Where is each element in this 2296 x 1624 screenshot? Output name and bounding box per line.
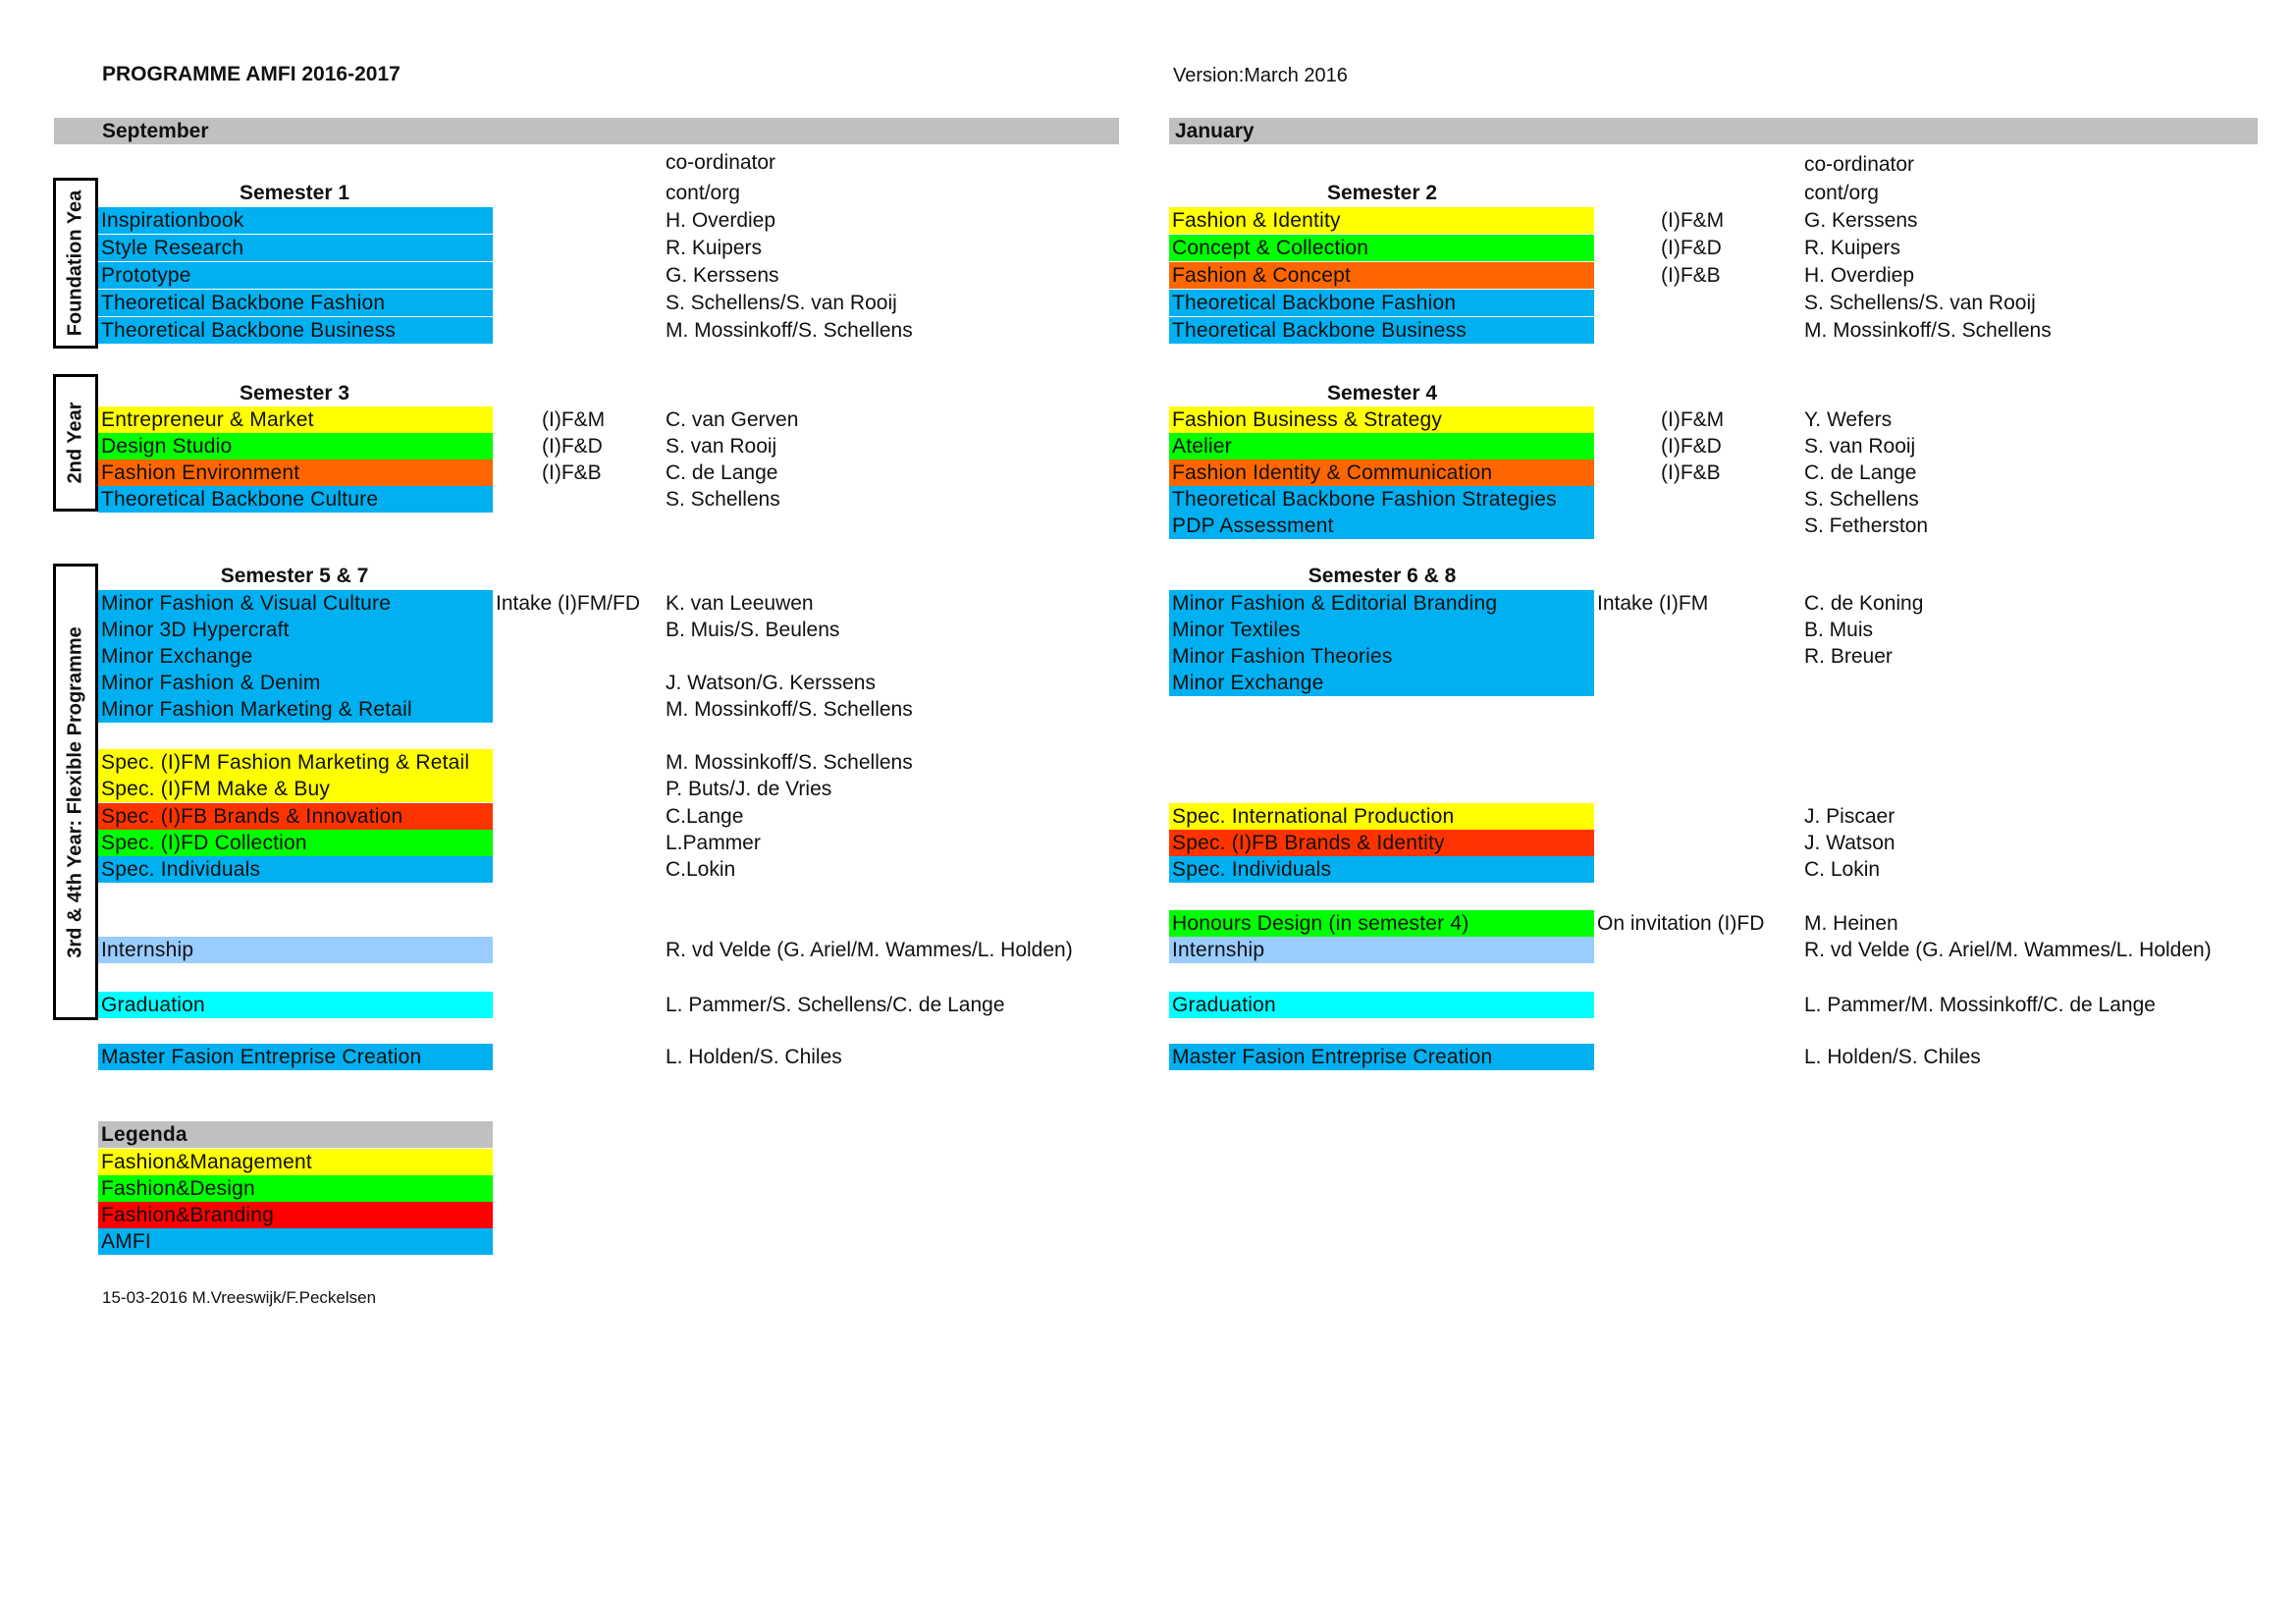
right-course-cell: Atelier xyxy=(1169,433,1594,460)
right-course-cell: Master Fasion Entreprise Creation xyxy=(1169,1044,1594,1070)
right-course-cell: Spec. International Production xyxy=(1169,803,1594,830)
right-course-cell: Spec. Individuals xyxy=(1169,856,1594,883)
right-coordinator-name: M. Mossinkoff/S. Schellens xyxy=(1804,319,2052,342)
document-title: PROGRAMME AMFI 2016-2017 xyxy=(102,63,400,85)
left-course-cell: Design Studio xyxy=(98,433,493,460)
right-intake-label: (I)F&M xyxy=(1661,209,1725,232)
left-coordinator-heading: co-ordinator xyxy=(666,151,776,174)
right-coordinator-name: H. Overdiep xyxy=(1804,264,1915,287)
right-course-cell: PDP Assessment xyxy=(1169,513,1594,539)
second-year-label: 2nd Year xyxy=(64,402,86,484)
right-coordinator-heading: co-ordinator xyxy=(1804,153,1915,176)
left-coordinator-name: M. Mossinkoff/S. Schellens xyxy=(666,751,913,774)
left-course-cell: Minor Fashion & Denim xyxy=(98,670,493,696)
left-course-cell: Theoretical Backbone Culture xyxy=(98,486,493,513)
right-course-cell: Theoretical Backbone Fashion Strategies xyxy=(1169,486,1594,513)
right-course-cell: Minor Textiles xyxy=(1169,617,1594,643)
left-course-cell: Spec. Individuals xyxy=(98,856,493,883)
left-coordinator-name: C.Lange xyxy=(666,805,744,828)
left-coordinator-name: C. van Gerven xyxy=(666,408,799,431)
left-course-cell: Spec. (I)FB Brands & Innovation xyxy=(98,803,493,830)
right-course-cell: Graduation xyxy=(1169,992,1594,1018)
right-intake-label: (I)F&D xyxy=(1661,237,1722,259)
right-course-cell: Minor Fashion & Editorial Branding xyxy=(1169,590,1594,617)
semester-68-heading: Semester 6 & 8 xyxy=(1308,565,1457,587)
flexible-programme-label: 3rd & 4th Year: Flexible Programme xyxy=(64,625,86,958)
left-course-cell: Entrepreneur & Market xyxy=(98,406,493,433)
foundation-year-box xyxy=(53,178,98,349)
second-year-box xyxy=(53,374,98,512)
right-contorg-heading: cont/org xyxy=(1804,182,1879,204)
right-coordinator-name: M. Heinen xyxy=(1804,912,1898,935)
right-intake-label: Intake (I)FM xyxy=(1597,592,1709,615)
left-course-cell: Prototype xyxy=(98,262,493,289)
january-bar: January xyxy=(1169,118,2258,144)
left-course-cell: Master Fasion Entreprise Creation xyxy=(98,1044,493,1070)
flexible-programme-box xyxy=(53,564,98,1020)
footer-note: 15-03-2016 M.Vreeswijk/F.Peckelsen xyxy=(102,1288,377,1307)
right-coordinator-name: R. vd Velde (G. Ariel/M. Wammes/L. Holden) xyxy=(1804,939,2212,961)
legend-item: AMFI xyxy=(98,1228,493,1255)
left-coordinator-name: C.Lokin xyxy=(666,858,736,881)
semester-1-heading: Semester 1 xyxy=(239,182,350,204)
left-course-cell: Spec. (I)FM Fashion Marketing & Retail xyxy=(98,749,493,776)
right-intake-label: (I)F&B xyxy=(1661,461,1721,484)
right-coordinator-name: C. de Koning xyxy=(1804,592,1924,615)
right-coordinator-name: L. Holden/S. Chiles xyxy=(1804,1046,1981,1068)
left-coordinator-name: S. Schellens/S. van Rooij xyxy=(666,292,897,314)
foundation-year-label: Foundation Yea xyxy=(64,189,86,337)
right-course-cell: Minor Exchange xyxy=(1169,670,1594,696)
left-course-cell: Internship xyxy=(98,937,493,963)
september-bar: September xyxy=(54,118,1119,144)
right-intake-label: (I)F&M xyxy=(1661,408,1725,431)
legend-item: Fashion&Branding xyxy=(98,1202,493,1228)
right-course-cell: Concept & Collection xyxy=(1169,235,1594,261)
left-course-cell: Minor Fashion Marketing & Retail xyxy=(98,696,493,723)
right-course-cell: Fashion & Concept xyxy=(1169,262,1594,289)
legend-item: Fashion&Design xyxy=(98,1175,493,1202)
right-coordinator-name: C. Lokin xyxy=(1804,858,1881,881)
left-coordinator-name: P. Buts/J. de Vries xyxy=(666,778,832,800)
right-course-cell: Theoretical Backbone Fashion xyxy=(1169,290,1594,316)
right-intake-label: (I)F&B xyxy=(1661,264,1721,287)
left-coordinator-name: C. de Lange xyxy=(666,461,778,484)
right-coordinator-name: B. Muis xyxy=(1804,619,1874,641)
version-label: Version:March 2016 xyxy=(1173,65,1348,86)
left-course-cell: Graduation xyxy=(98,992,493,1018)
right-coordinator-name: C. de Lange xyxy=(1804,461,1917,484)
left-intake-label: (I)F&M xyxy=(542,408,606,431)
left-coordinator-name: B. Muis/S. Beulens xyxy=(666,619,840,641)
left-course-cell: Minor Fashion & Visual Culture xyxy=(98,590,493,617)
left-intake-label: (I)F&B xyxy=(542,461,602,484)
left-course-cell: Theoretical Backbone Fashion xyxy=(98,290,493,316)
left-intake-label: (I)F&D xyxy=(542,435,603,458)
left-course-cell: Minor 3D Hypercraft xyxy=(98,617,493,643)
right-intake-label: On invitation (I)FD xyxy=(1597,912,1765,935)
legend-item: Fashion&Management xyxy=(98,1149,493,1175)
left-intake-label: Intake (I)FM/FD xyxy=(496,592,641,615)
left-coordinator-name: R. Kuipers xyxy=(666,237,763,259)
left-course-cell: Style Research xyxy=(98,235,493,261)
left-coordinator-name: L. Pammer/S. Schellens/C. de Lange xyxy=(666,994,1005,1016)
semester-4-heading: Semester 4 xyxy=(1326,382,1438,405)
left-coordinator-name: R. vd Velde (G. Ariel/M. Wammes/L. Holden) xyxy=(666,939,1073,961)
right-coordinator-name: Y. Wefers xyxy=(1804,408,1893,431)
left-contorg-heading: cont/org xyxy=(666,182,740,204)
left-coordinator-name: H. Overdiep xyxy=(666,209,776,232)
left-coordinator-name: K. van Leeuwen xyxy=(666,592,814,615)
right-course-cell: Spec. (I)FB Brands & Identity xyxy=(1169,830,1594,856)
left-course-cell: Spec. (I)FM Make & Buy xyxy=(98,776,493,802)
right-course-cell: Fashion Business & Strategy xyxy=(1169,406,1594,433)
left-coordinator-name: G. Kerssens xyxy=(666,264,779,287)
left-course-cell: Fashion Environment xyxy=(98,460,493,486)
left-coordinator-name: S. van Rooij xyxy=(666,435,777,458)
right-course-cell: Honours Design (in semester 4) xyxy=(1169,910,1594,937)
right-coordinator-name: R. Breuer xyxy=(1804,645,1893,668)
left-coordinator-name: L. Holden/S. Chiles xyxy=(666,1046,842,1068)
right-course-cell: Internship xyxy=(1169,937,1594,963)
left-coordinator-name: J. Watson/G. Kerssens xyxy=(666,672,876,694)
right-intake-label: (I)F&D xyxy=(1661,435,1722,458)
left-coordinator-name: S. Schellens xyxy=(666,488,780,511)
left-course-cell: Minor Exchange xyxy=(98,643,493,670)
legend-title: Legenda xyxy=(98,1121,493,1148)
left-coordinator-name: M. Mossinkoff/S. Schellens xyxy=(666,698,913,721)
right-course-cell: Fashion Identity & Communication xyxy=(1169,460,1594,486)
right-coordinator-name: S. van Rooij xyxy=(1804,435,1916,458)
right-coordinator-name: J. Watson xyxy=(1804,832,1896,854)
right-coordinator-name: S. Fetherston xyxy=(1804,514,1929,537)
right-course-cell: Theoretical Backbone Business xyxy=(1169,317,1594,344)
left-coordinator-name: M. Mossinkoff/S. Schellens xyxy=(666,319,913,342)
right-coordinator-name: S. Schellens xyxy=(1804,488,1919,511)
left-course-cell: Theoretical Backbone Business xyxy=(98,317,493,344)
right-course-cell: Minor Fashion Theories xyxy=(1169,643,1594,670)
right-coordinator-name: R. Kuipers xyxy=(1804,237,1901,259)
right-course-cell: Fashion & Identity xyxy=(1169,207,1594,234)
left-course-cell: Inspirationbook xyxy=(98,207,493,234)
left-course-cell: Spec. (I)FD Collection xyxy=(98,830,493,856)
semester-2-heading: Semester 2 xyxy=(1326,182,1438,204)
right-coordinator-name: S. Schellens/S. van Rooij xyxy=(1804,292,2036,314)
right-coordinator-name: L. Pammer/M. Mossinkoff/C. de Lange xyxy=(1804,994,2156,1016)
semester-57-heading: Semester 5 & 7 xyxy=(220,565,369,587)
semester-3-heading: Semester 3 xyxy=(239,382,350,405)
right-coordinator-name: G. Kerssens xyxy=(1804,209,1918,232)
right-coordinator-name: J. Piscaer xyxy=(1804,805,1896,828)
left-coordinator-name: L.Pammer xyxy=(666,832,761,854)
